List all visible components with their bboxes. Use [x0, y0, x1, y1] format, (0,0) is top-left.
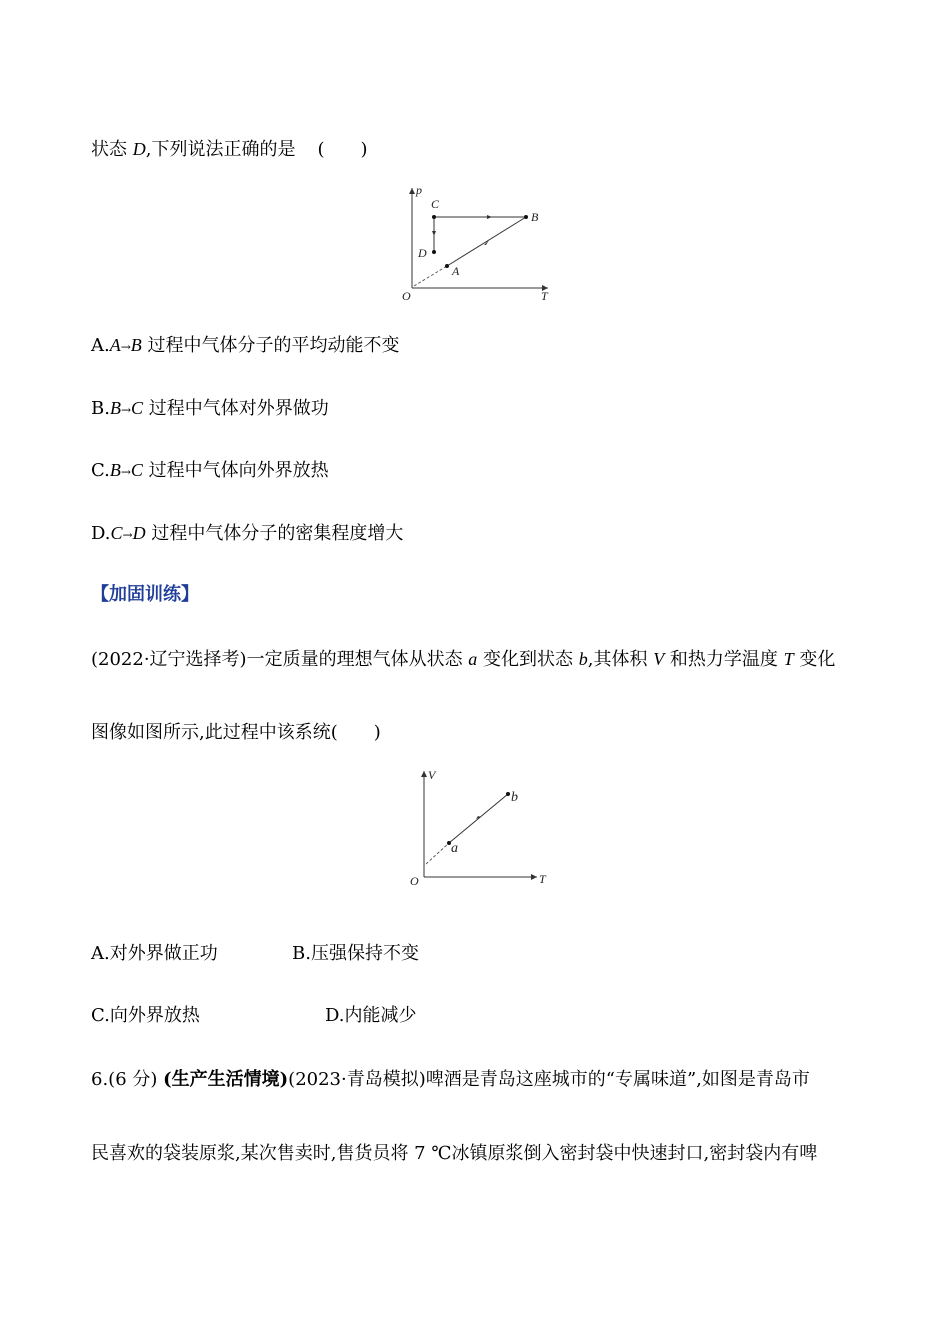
path-a-b-2	[449, 794, 508, 843]
q5-option-b[interactable]: B.B→C 过程中气体对外界做功	[91, 398, 329, 419]
practice-stem-line1: (2022·辽宁选择考)一定质量的理想气体从状态 a 变化到状态 b,其体积 V 和热力学温度 T 变化	[91, 649, 836, 670]
practice-option-a[interactable]: A.对外界做正功	[91, 943, 218, 964]
q6-line1: 6.(6 分) (生产生活情境)(2023·青岛模拟)啤酒是青岛这座城市的“专属味道”,如图是青岛市	[91, 1069, 810, 1090]
q5-stem: 状态 D,下列说法正确的是 ( )	[91, 139, 368, 160]
p-label: p	[416, 183, 422, 197]
label-c: C	[431, 197, 440, 211]
q5-option-a[interactable]: A.A→B 过程中气体分子的平均动能不变	[91, 335, 400, 356]
o-label-2: O	[410, 874, 419, 888]
origin-dashed-line-2	[426, 843, 449, 864]
point-b-2	[506, 792, 510, 796]
label-b-2: b	[511, 790, 518, 805]
point-d	[432, 250, 436, 254]
label-d: D	[418, 246, 427, 260]
point-a	[445, 264, 449, 268]
pt-diagram	[400, 182, 560, 307]
q6-line2: 民喜欢的袋装原浆,某次售卖时,售货员将 7 ℃冰镇原浆倒入密封袋中快速封口,密封袋内有啤	[91, 1143, 818, 1164]
t-label-2: T	[539, 872, 546, 886]
q5-option-d[interactable]: D.C→D 过程中气体分子的密集程度增大	[91, 523, 404, 544]
t-label: T	[541, 289, 548, 303]
path-a-b	[447, 217, 526, 266]
practice-stem-line2: 图像如图所示,此过程中该系统( )	[91, 722, 381, 743]
label-a-2: a	[451, 841, 458, 856]
q5-option-c[interactable]: C.B→C 过程中气体向外界放热	[91, 460, 329, 481]
arrow-bc	[487, 215, 492, 219]
label-a: A	[452, 264, 460, 278]
answer-paren: ( )	[317, 139, 368, 160]
practice-option-d[interactable]: D.内能减少	[325, 1005, 417, 1026]
practice-heading: 【加固训练】	[91, 584, 199, 605]
label-b: B	[531, 210, 539, 224]
o-label: O	[402, 289, 411, 303]
point-c	[432, 215, 436, 219]
practice-option-c[interactable]: C.向外界放热	[91, 1005, 200, 1026]
origin-dashed-line	[414, 266, 447, 286]
vt-diagram	[405, 765, 565, 895]
arrow-cd	[432, 231, 436, 236]
v-label: V	[428, 768, 436, 782]
point-b	[524, 215, 528, 219]
practice-option-b[interactable]: B.压强保持不变	[292, 943, 419, 964]
